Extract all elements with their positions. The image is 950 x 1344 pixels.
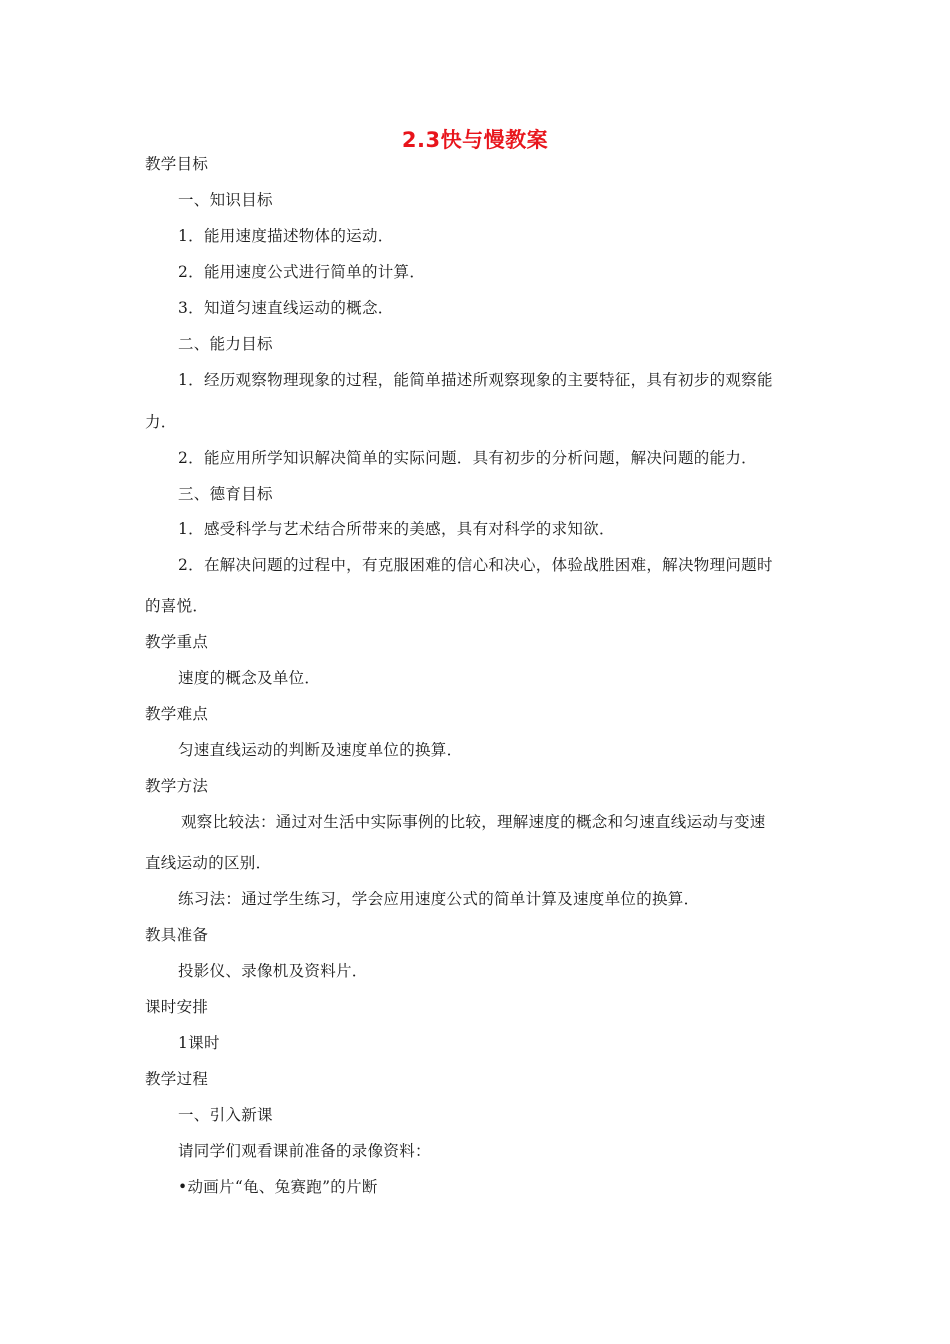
paragraph: 观察比较法：通过对生活中实际事例的比较，理解速度的概念和匀速直线运动与变速 bbox=[181, 813, 766, 831]
subheading-ability-goals: 二、能力目标 bbox=[178, 335, 273, 353]
list-item: 1．感受科学与艺术结合所带来的美感，具有对科学的求知欲． bbox=[178, 520, 615, 538]
document-title: 2.3快与慢教案 bbox=[401, 128, 549, 152]
heading-difficulties: 教学难点 bbox=[145, 705, 209, 723]
heading-teaching-methods: 教学方法 bbox=[145, 777, 209, 795]
list-item: 1．能用速度描述物体的运动． bbox=[178, 227, 394, 245]
heading-teaching-aids: 教具准备 bbox=[145, 926, 209, 944]
list-item-continuation: 的喜悦． bbox=[145, 597, 209, 615]
list-item: 1．经历观察物理现象的过程，能简单描述所观察现象的主要特征，具有初步的观察能 bbox=[178, 371, 773, 389]
paragraph: 投影仪、录像机及资料片． bbox=[178, 962, 368, 980]
subheading-knowledge-goals: 一、知识目标 bbox=[178, 191, 273, 209]
heading-teaching-goals: 教学目标 bbox=[145, 155, 209, 173]
list-item: 2．在解决问题的过程中，有克服困难的信心和决心，体验战胜困难，解决物理问题时 bbox=[178, 556, 773, 574]
paragraph: 1课时 bbox=[178, 1034, 220, 1052]
list-item: 3．知道匀速直线运动的概念． bbox=[178, 299, 394, 317]
paragraph: 练习法：通过学生练习，学会应用速度公式的简单计算及速度单位的换算． bbox=[178, 890, 700, 908]
paragraph: 匀速直线运动的判断及速度单位的换算． bbox=[178, 741, 463, 759]
bullet-item: •动画片“龟、兔赛跑”的片断 bbox=[178, 1178, 378, 1196]
list-item-continuation: 力． bbox=[145, 413, 177, 431]
subheading-introduction: 一、引入新课 bbox=[178, 1106, 273, 1124]
subheading-moral-goals: 三、德育目标 bbox=[178, 485, 273, 503]
list-item: 2．能应用所学知识解决简单的实际问题．具有初步的分析问题，解决问题的能力． bbox=[178, 449, 757, 467]
list-item: 2．能用速度公式进行简单的计算． bbox=[178, 263, 426, 281]
heading-schedule: 课时安排 bbox=[145, 998, 209, 1016]
heading-key-points: 教学重点 bbox=[145, 633, 209, 651]
paragraph-continuation: 直线运动的区别． bbox=[145, 854, 272, 872]
heading-teaching-process: 教学过程 bbox=[145, 1070, 209, 1088]
paragraph: 请同学们观看课前准备的录像资料： bbox=[178, 1142, 431, 1160]
paragraph: 速度的概念及单位． bbox=[178, 669, 321, 687]
